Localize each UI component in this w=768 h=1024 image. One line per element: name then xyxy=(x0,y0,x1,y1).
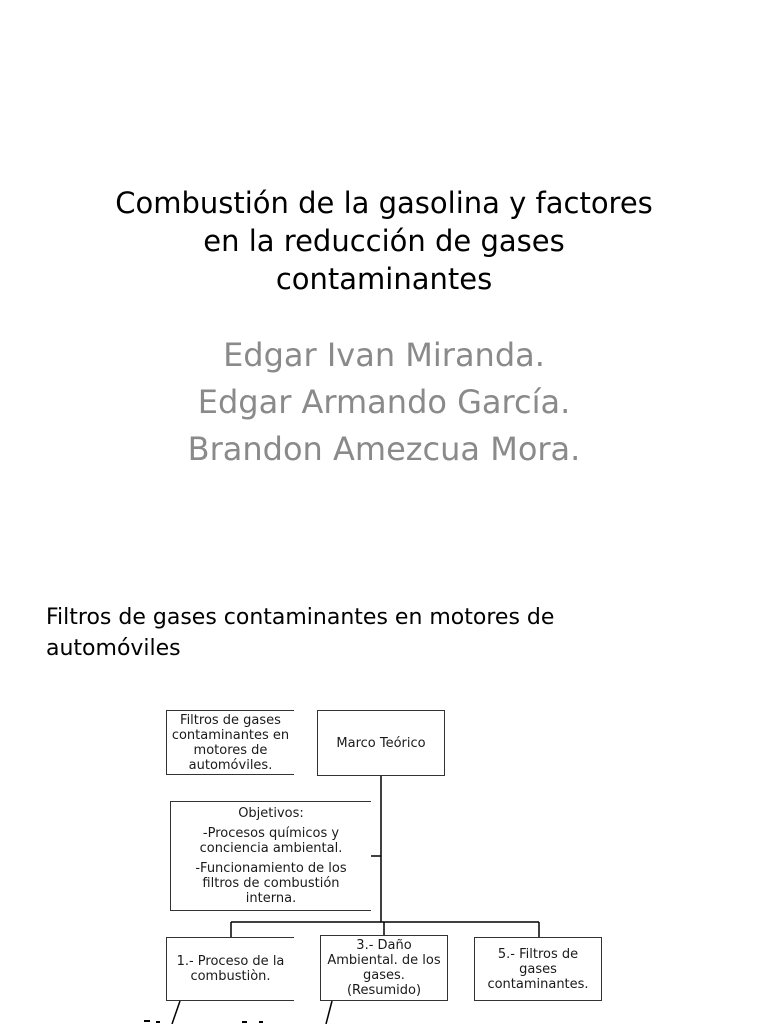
topic-box xyxy=(166,710,294,775)
child-box-1 xyxy=(166,937,294,1001)
root-label: Marco Teórico xyxy=(336,735,426,751)
child-line: 3.- Daño xyxy=(356,938,412,953)
objective-line: filtros de combustión xyxy=(202,876,340,891)
cut-off-text-fragment xyxy=(156,1021,160,1023)
author-name: Edgar Ivan Miranda. xyxy=(223,336,545,374)
slide-title-line: Filtros de gases contaminantes en motores de xyxy=(46,605,555,630)
objective-item xyxy=(200,826,343,856)
objective-line: -Procesos químicos y xyxy=(202,826,340,841)
cut-off-text-fragment xyxy=(242,1021,247,1023)
title-line: Combustión de la gasolina y factores xyxy=(115,186,653,220)
child-line: 5.- Filtros de xyxy=(497,946,579,962)
child-line: (Resumido) xyxy=(346,983,422,998)
objectives-heading: Objetivos: xyxy=(238,806,304,821)
child-box-5 xyxy=(474,937,602,1001)
child-line: gases. xyxy=(363,968,405,983)
author-name: Edgar Armando García. xyxy=(197,383,571,421)
objectives-box xyxy=(170,801,371,911)
child-line: contaminantes. xyxy=(487,976,589,992)
child-1-down-line xyxy=(172,1001,180,1024)
objective-line: interna. xyxy=(245,891,297,906)
objective-line: conciencia ambiental. xyxy=(199,841,343,856)
topic-line: motores de xyxy=(193,742,268,758)
topic-line: Filtros de gases xyxy=(180,712,281,728)
child-line: combustiòn. xyxy=(190,969,271,984)
cut-off-text-fragment xyxy=(144,1020,150,1022)
child-box-3 xyxy=(320,935,448,1001)
slide-title-line: automóviles xyxy=(46,636,181,661)
topic-line: automóviles. xyxy=(188,757,273,773)
author-name: Brandon Amezcua Mora. xyxy=(187,430,581,468)
objective-line: -Funcionamiento de los xyxy=(195,861,347,876)
topic-line: contaminantes en xyxy=(171,727,290,743)
child-line: Ambiental. de los xyxy=(327,953,441,968)
child-line: 1.- Proceso de la xyxy=(176,954,285,969)
child-line: gases xyxy=(519,961,557,977)
child-3-down-line xyxy=(326,1001,332,1024)
cut-off-text-fragment xyxy=(259,1021,263,1023)
title-line: en la reducción de gases xyxy=(203,224,565,258)
objective-item xyxy=(195,861,346,906)
root-box xyxy=(317,710,445,776)
title-line: contaminantes xyxy=(275,262,493,296)
